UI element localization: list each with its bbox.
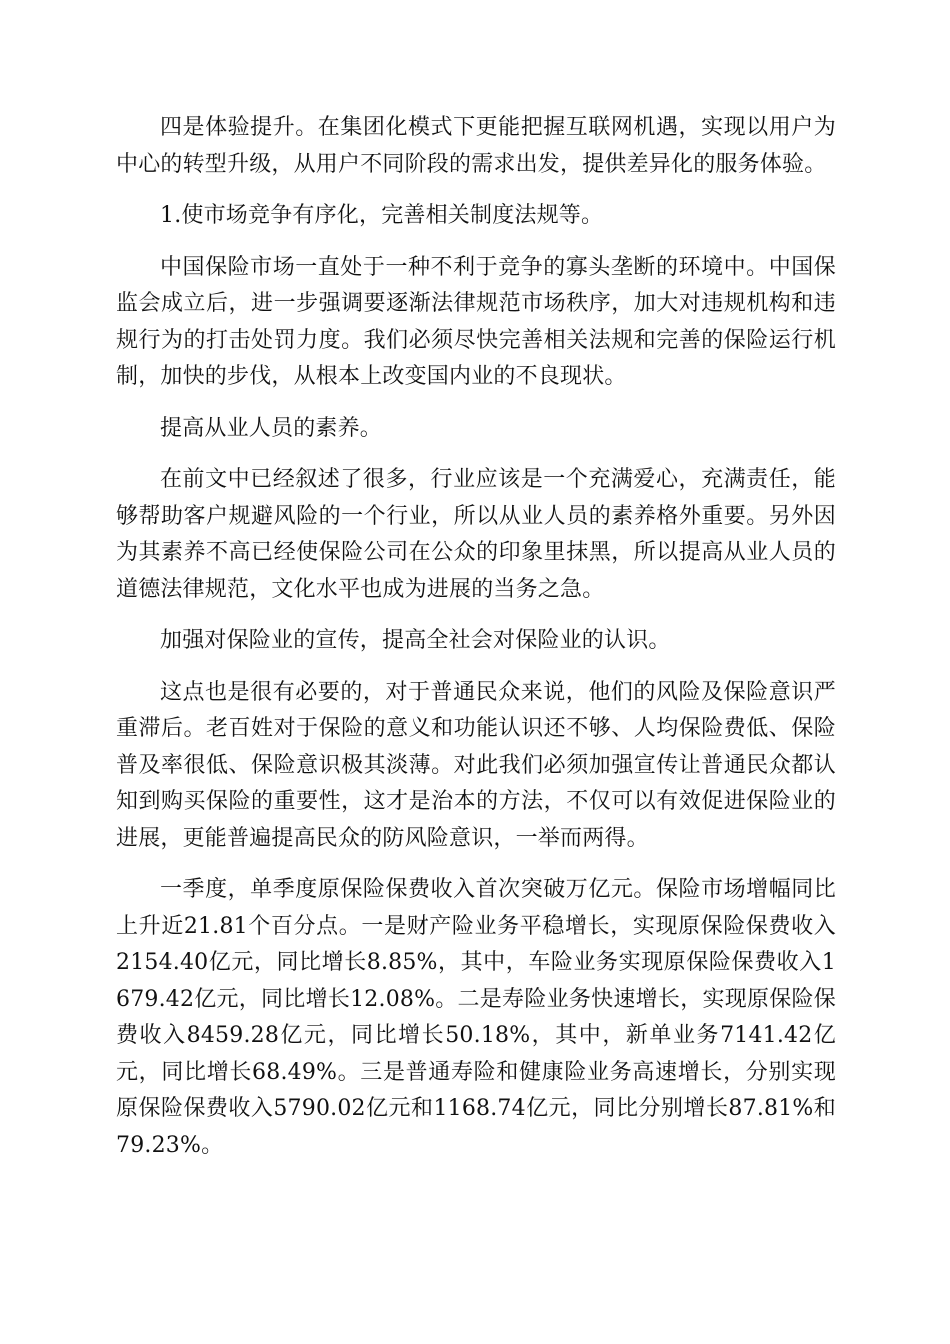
paragraph-experience-upgrade: 四是体验提升。在集团化模式下更能把握互联网机遇，实现以用户为中心的转型升级，从用户不同阶段的需求出发，提供差异化的服务体验。: [116, 115, 836, 177]
paragraph-q1-statistics: 一季度，单季度原保险保费收入首次突破万亿元。保险市场增幅同比上升近21.81个百分点。一是财产险业务平稳增长，实现原保险保费收入2154.40亿元，同比增长8.85%，其中，车险业务实现原保险保费收入1679.42亿元，同比增长12.08%。二是寿险业务快速增长，实现原保险保费收入8459.28亿元，同比增长50.18%，其中，新单业务7141.42亿元，同比增长68.49%。三是普通寿险和健康险业务高速增长，分别实现原保险保费收入5790.02亿元和1168.74亿元，同比分别增长87.81%和79.23%。: [116, 877, 836, 1158]
paragraph-heading-publicity: 加强对保险业的宣传，提高全社会对保险业的认识。: [160, 628, 671, 653]
paragraph-heading-market-order: 1.使市场竞争有序化，完善相关制度法规等。: [160, 203, 604, 228]
paragraph-heading-staff-quality: 提高从业人员的素养。: [160, 415, 383, 441]
paragraph-publicity: 这点也是很有必要的，对于普通民众来说，他们的风险及保险意识严重滞后。老百姓对于保险的意义和功能认识还不够、人均保险费低、保险普及率很低、保险意识极其淡薄。对此我们必须加强宣传让普通民众都认知到购买保险的重要性，这才是治本的方法，不仅可以有效促进保险业的进展，更能普遍提高民众的防风险意识，一举而两得。: [116, 679, 836, 851]
paragraph-market-monopoly: 中国保险市场一直处于一种不利于竞争的寡头垄断的环境中。中国保监会成立后，进一步强调要逐渐法律规范市场秩序，加大对违规机构和违规行为的打击处罚力度。我们必须尽快完善相关法规和完善的保险运行机制，加快的步伐，从根本上改变国内业的不良现状。: [116, 254, 836, 389]
paragraph-staff-quality: 在前文中已经叙述了很多，行业应该是一个充满爱心，充满责任，能够帮助客户规避风险的一个行业，所以从业人员的素养格外重要。另外因为其素养不高已经使保险公司在公众的印象里抹黑，所以提高从业人员的道德法律规范，文化水平也成为进展的当务之急。: [116, 467, 836, 602]
document-body: [116, 110, 836, 1179]
